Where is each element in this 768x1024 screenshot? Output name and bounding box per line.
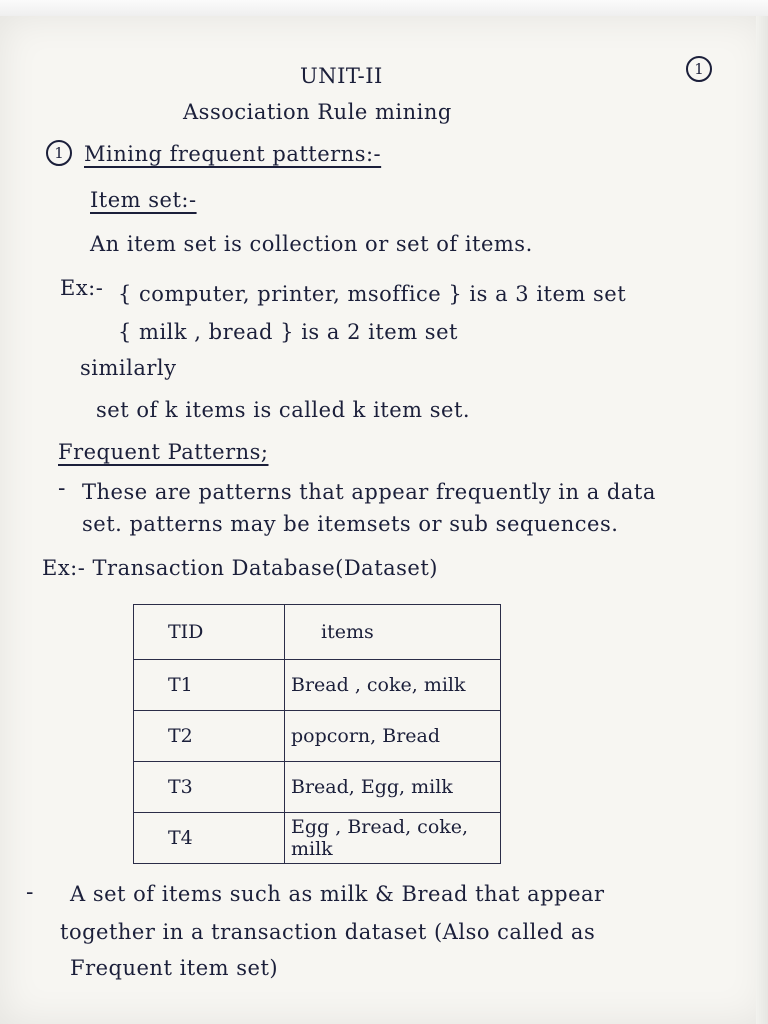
- table-row: [134, 762, 501, 813]
- transaction-db-caption: Ex:- Transaction Database(Dataset): [42, 556, 438, 580]
- tid-cell: T1: [134, 660, 285, 711]
- tid-cell: T4: [134, 813, 285, 864]
- footer-note-line3: Frequent item set): [70, 956, 279, 980]
- example-3-itemset: { computer, printer, msoffice } is a 3 item set: [118, 282, 627, 306]
- table-header-row: [134, 605, 501, 660]
- items-cell: popcorn, Bread: [285, 711, 501, 762]
- unit-heading: UNIT-II: [300, 64, 383, 88]
- table-row: [134, 660, 501, 711]
- items-cell: Bread , coke, milk: [285, 660, 501, 711]
- frequent-patterns-heading: Frequent Patterns;: [58, 440, 269, 464]
- section-number: 1: [46, 140, 72, 166]
- frequent-patterns-line2: set. patterns may be itemsets or sub sequences.: [82, 512, 619, 536]
- frequent-patterns-line1: These are patterns that appear frequently in a data: [82, 480, 656, 504]
- tid-cell: T2: [134, 711, 285, 762]
- table-row: [134, 711, 501, 762]
- page-title: Association Rule mining: [183, 100, 452, 124]
- section-title: Mining frequent patterns:-: [84, 142, 382, 166]
- table-row: [134, 813, 501, 864]
- page-number: 1: [686, 56, 712, 82]
- itemset-heading: Item set:-: [90, 188, 197, 212]
- k-itemset-text: set of k items is called k item set.: [96, 398, 471, 422]
- column-header-tid: TID: [134, 605, 285, 660]
- example-prefix: Ex:-: [60, 276, 104, 300]
- itemset-definition: An item set is collection or set of items.: [90, 232, 533, 256]
- dash-bullet: -: [26, 880, 34, 905]
- column-header-items: items: [285, 605, 501, 660]
- dash-bullet: -: [58, 476, 66, 501]
- example-2-itemset: { milk , bread } is a 2 item set: [118, 320, 458, 344]
- footer-note-line2: together in a transaction dataset (Also called as: [60, 920, 596, 944]
- items-cell: Egg , Bread, coke, milk: [285, 813, 501, 864]
- similarly-text: similarly: [80, 356, 177, 380]
- items-cell: Bread, Egg, milk: [285, 762, 501, 813]
- tid-cell: T3: [134, 762, 285, 813]
- transaction-table: [133, 604, 501, 864]
- paper-top-edge: [0, 0, 768, 16]
- paper-right-edge: [756, 16, 768, 1024]
- footer-note-line1: A set of items such as milk & Bread that appear: [70, 882, 605, 906]
